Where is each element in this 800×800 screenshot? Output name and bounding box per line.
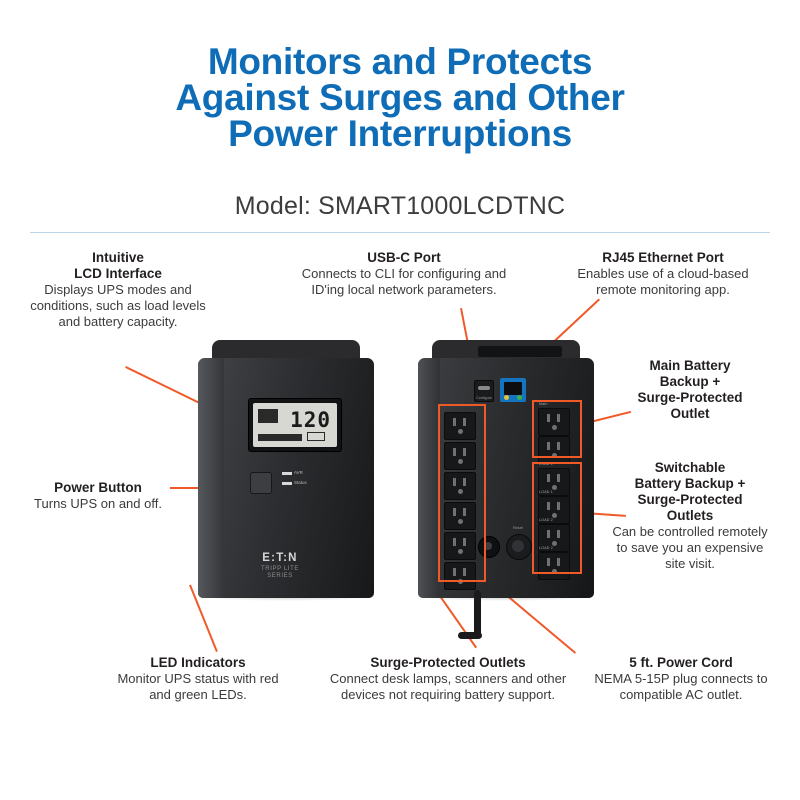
rj45-led-left bbox=[504, 395, 509, 400]
callout-power-button-title: Power Button bbox=[54, 480, 142, 495]
brand-sub-label bbox=[240, 566, 320, 580]
lcd-load-bar bbox=[258, 434, 302, 441]
outlet-label-load2-b: LOAD 2 bbox=[539, 546, 553, 550]
outlet-label-load1-b: LOAD 1 bbox=[539, 490, 553, 494]
callout-main-battery-title-1: Main Battery bbox=[649, 358, 731, 373]
callout-surge-outlets-body: Connect desk lamps, scanners and other devices not requiring battery support. bbox=[329, 671, 567, 702]
page-title bbox=[0, 41, 800, 154]
header-divider bbox=[30, 232, 770, 233]
callout-switchable-title-2: Battery Backup + bbox=[634, 476, 746, 491]
highlight-main-battery bbox=[532, 400, 582, 458]
power-cord bbox=[474, 590, 481, 638]
page-title-line-1: Monitors and Protects bbox=[207, 41, 593, 82]
brand-sub-line-1: TRIPP LITE bbox=[261, 566, 299, 572]
callout-main-battery-title-4: Outlet bbox=[670, 406, 710, 421]
callout-lcd-interface bbox=[30, 250, 206, 330]
callout-power-cord-title: 5 ft. Power Cord bbox=[629, 655, 733, 670]
page-title-line-2: Against Surges and Other bbox=[175, 77, 625, 118]
power-button[interactable] bbox=[250, 472, 272, 494]
callout-power-button bbox=[24, 480, 172, 512]
reset-label: Reset bbox=[513, 526, 523, 530]
callout-surge-outlets-title: Surge-Protected Outlets bbox=[370, 655, 526, 670]
callout-lcd-title-1: Intuitive bbox=[92, 250, 144, 265]
outlet-label-load1-a: LOAD 1 bbox=[539, 462, 553, 466]
rj45-leds bbox=[504, 395, 522, 400]
led-label-1: AVR bbox=[294, 470, 303, 475]
led-indicator-2 bbox=[282, 482, 292, 485]
lcd-mode-icon bbox=[258, 409, 278, 423]
rear-vent bbox=[478, 346, 562, 357]
brand-logo: E:T:N bbox=[262, 552, 298, 564]
outlet-label-load2-a: LOAD 2 bbox=[539, 518, 553, 522]
model-number: Model: SMART1000LCDTNC bbox=[234, 192, 566, 220]
callout-switchable-title-3: Surge-Protected bbox=[637, 492, 743, 507]
callout-switchable-title-4: Outlets bbox=[666, 508, 714, 523]
power-cord-plug bbox=[458, 632, 482, 639]
highlight-surge-outlets bbox=[438, 404, 486, 582]
usb-c-slot bbox=[478, 386, 490, 390]
rj45-ethernet-port[interactable] bbox=[500, 378, 526, 402]
callout-lcd-title-2: LCD Interface bbox=[74, 266, 162, 281]
callout-usb-c-title: USB-C Port bbox=[367, 250, 441, 265]
led-indicator-1 bbox=[282, 472, 292, 475]
callout-led-body: Monitor UPS status with red and green LEDs. bbox=[117, 671, 279, 702]
reset-button[interactable] bbox=[506, 534, 532, 560]
callout-power-cord bbox=[586, 655, 776, 703]
callout-rj45-body: Enables use of a cloud-based remote monitoring app. bbox=[577, 266, 749, 297]
rj45-led-right bbox=[517, 395, 522, 400]
callout-usb-c-body: Connects to CLI for configuring and ID'ing local network parameters. bbox=[301, 266, 507, 297]
front-left-bevel bbox=[198, 358, 224, 598]
lcd-screen bbox=[253, 403, 337, 447]
usb-c-label: Configure bbox=[476, 396, 492, 400]
rj45-jack bbox=[504, 382, 522, 395]
callout-power-cord-body: NEMA 5-15P plug connects to compatible AC outlet. bbox=[594, 671, 768, 702]
callout-main-battery-title-2: Backup + bbox=[659, 374, 721, 389]
lcd-interface[interactable] bbox=[248, 398, 342, 452]
callout-surge-outlets bbox=[326, 655, 570, 703]
rear-left-bevel bbox=[418, 358, 440, 598]
led-label-2: Status bbox=[294, 480, 307, 485]
usb-c-port[interactable] bbox=[474, 380, 494, 402]
callout-lcd-body: Displays UPS modes and conditions, such as load levels and battery capacity. bbox=[30, 282, 206, 329]
callout-switchable bbox=[610, 460, 770, 572]
highlight-switchable-outlets bbox=[532, 462, 582, 574]
callout-main-battery bbox=[610, 358, 770, 422]
callout-rj45-title: RJ45 Ethernet Port bbox=[602, 250, 724, 265]
callout-power-button-body: Turns UPS on and off. bbox=[34, 496, 162, 511]
lcd-voltage-value: 120 bbox=[290, 408, 331, 432]
callout-led-indicators bbox=[110, 655, 286, 703]
callout-usb-c bbox=[288, 250, 520, 298]
lcd-battery-icon bbox=[307, 432, 325, 441]
led-indicators bbox=[282, 470, 316, 494]
outlet-label-main: Main bbox=[539, 402, 548, 406]
callout-main-battery-title-3: Surge-Protected bbox=[637, 390, 743, 405]
callout-led-title: LED Indicators bbox=[150, 655, 246, 670]
brand-sub-line-2: SERIES bbox=[267, 573, 293, 579]
callout-switchable-title-1: Switchable bbox=[654, 460, 726, 475]
ups-front-view bbox=[198, 340, 374, 598]
callout-switchable-body: Can be controlled remotely to save you an expensive site visit. bbox=[612, 524, 768, 571]
callout-rj45 bbox=[558, 250, 768, 298]
page-title-line-3: Power Interruptions bbox=[228, 113, 572, 154]
